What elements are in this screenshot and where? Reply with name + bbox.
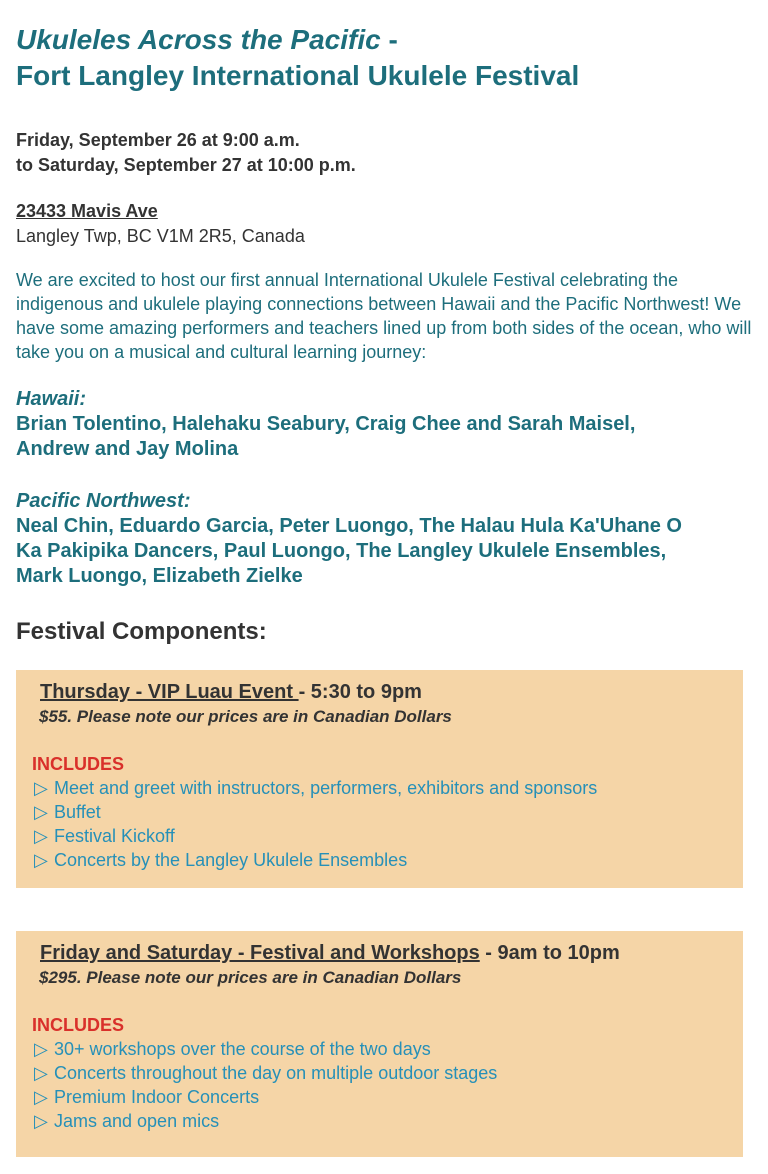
list-item (34, 1037, 497, 1061)
list-item-text: Premium Indoor Concerts (54, 1087, 260, 1107)
performers-pacific-northwest (16, 489, 756, 589)
event-price: $55. Please note our prices are in Canadian Dollars (39, 707, 452, 726)
triangle-bullet-icon: ▷ (34, 1063, 48, 1083)
event-dates (16, 128, 356, 178)
intro-paragraph: We are excited to host our first annual International Ukulele Festival celebrating the indigenous and ukulele playing connections between Hawaii and the Pacific Northwest! We have some amazing performers and teachers lined up from both sides of the ocean, who will take you on a musical and cultural learning journey: (16, 270, 752, 362)
list-item-text: Festival Kickoff (54, 826, 175, 846)
includes-list (34, 776, 597, 872)
triangle-bullet-icon: ▷ (34, 1039, 48, 1059)
triangle-bullet-icon: ▷ (34, 850, 48, 870)
performers-hawaii (16, 387, 756, 462)
event-name-link[interactable]: Friday and Saturday - Festival and Workshops (40, 942, 480, 964)
event-box-festival-workshops (16, 931, 743, 1157)
group-heading-pnw: Pacific Northwest: (16, 490, 191, 512)
event-name-link[interactable]: Thursday - VIP Luau Event (40, 681, 299, 703)
triangle-bullet-icon: ▷ (34, 1087, 48, 1107)
venue-address (16, 199, 305, 249)
performer-line: Andrew and Jay Molina (16, 438, 239, 460)
list-item (34, 824, 597, 848)
list-item (34, 1085, 497, 1109)
list-item (34, 776, 597, 800)
title-festival-name: Fort Langley International Ukulele Festival (16, 60, 580, 91)
list-item-text: Meet and greet with instructors, performers, exhibitors and sponsors (54, 778, 598, 798)
end-date: to Saturday, September 27 at 10:00 p.m. (16, 155, 356, 175)
list-item (34, 848, 597, 872)
title-dash: - (380, 24, 398, 55)
event-time: - 9am to 10pm (479, 942, 620, 964)
triangle-bullet-icon: ▷ (34, 778, 48, 798)
page-title (16, 22, 579, 94)
triangle-bullet-icon: ▷ (34, 1111, 48, 1131)
start-date: Friday, September 26 at 9:00 a.m. (16, 130, 300, 150)
event-time: - 5:30 to 9pm (298, 681, 422, 703)
triangle-bullet-icon: ▷ (34, 802, 48, 822)
event-price: $295. Please note our prices are in Canadian Dollars (39, 968, 462, 987)
components-heading: Festival Components: (16, 618, 267, 645)
event-title (40, 680, 422, 705)
list-item-text: 30+ workshops over the course of the two days (54, 1039, 431, 1059)
city-line: Langley Twp, BC V1M 2R5, Canada (16, 226, 305, 246)
list-item (34, 1109, 497, 1133)
performer-line: Ka Pakipika Dancers, Paul Luongo, The Langley Ukulele Ensembles, (16, 540, 667, 562)
triangle-bullet-icon: ▷ (34, 826, 48, 846)
performer-line: Neal Chin, Eduardo Garcia, Peter Luongo, The Halau Hula Ka'Uhane O (16, 515, 682, 537)
group-heading-hawaii: Hawaii: (16, 388, 87, 410)
title-festival-theme: Ukuleles Across the Pacific (16, 24, 381, 55)
list-item-text: Buffet (54, 802, 101, 822)
event-box-vip-luau (16, 670, 743, 888)
performer-line: Mark Luongo, Elizabeth Zielke (16, 565, 303, 587)
list-item-text: Jams and open mics (54, 1111, 220, 1131)
street-address-link[interactable]: 23433 Mavis Ave (16, 201, 158, 221)
event-title (40, 941, 620, 966)
includes-label: INCLUDES (32, 754, 125, 774)
performer-line: Brian Tolentino, Halehaku Seabury, Craig Chee and Sarah Maisel, (16, 413, 636, 435)
list-item-text: Concerts throughout the day on multiple outdoor stages (54, 1063, 498, 1083)
list-item (34, 800, 597, 824)
list-item-text: Concerts by the Langley Ukulele Ensembles (54, 850, 408, 870)
list-item (34, 1061, 497, 1085)
includes-label: INCLUDES (32, 1015, 125, 1035)
includes-list (34, 1037, 497, 1133)
